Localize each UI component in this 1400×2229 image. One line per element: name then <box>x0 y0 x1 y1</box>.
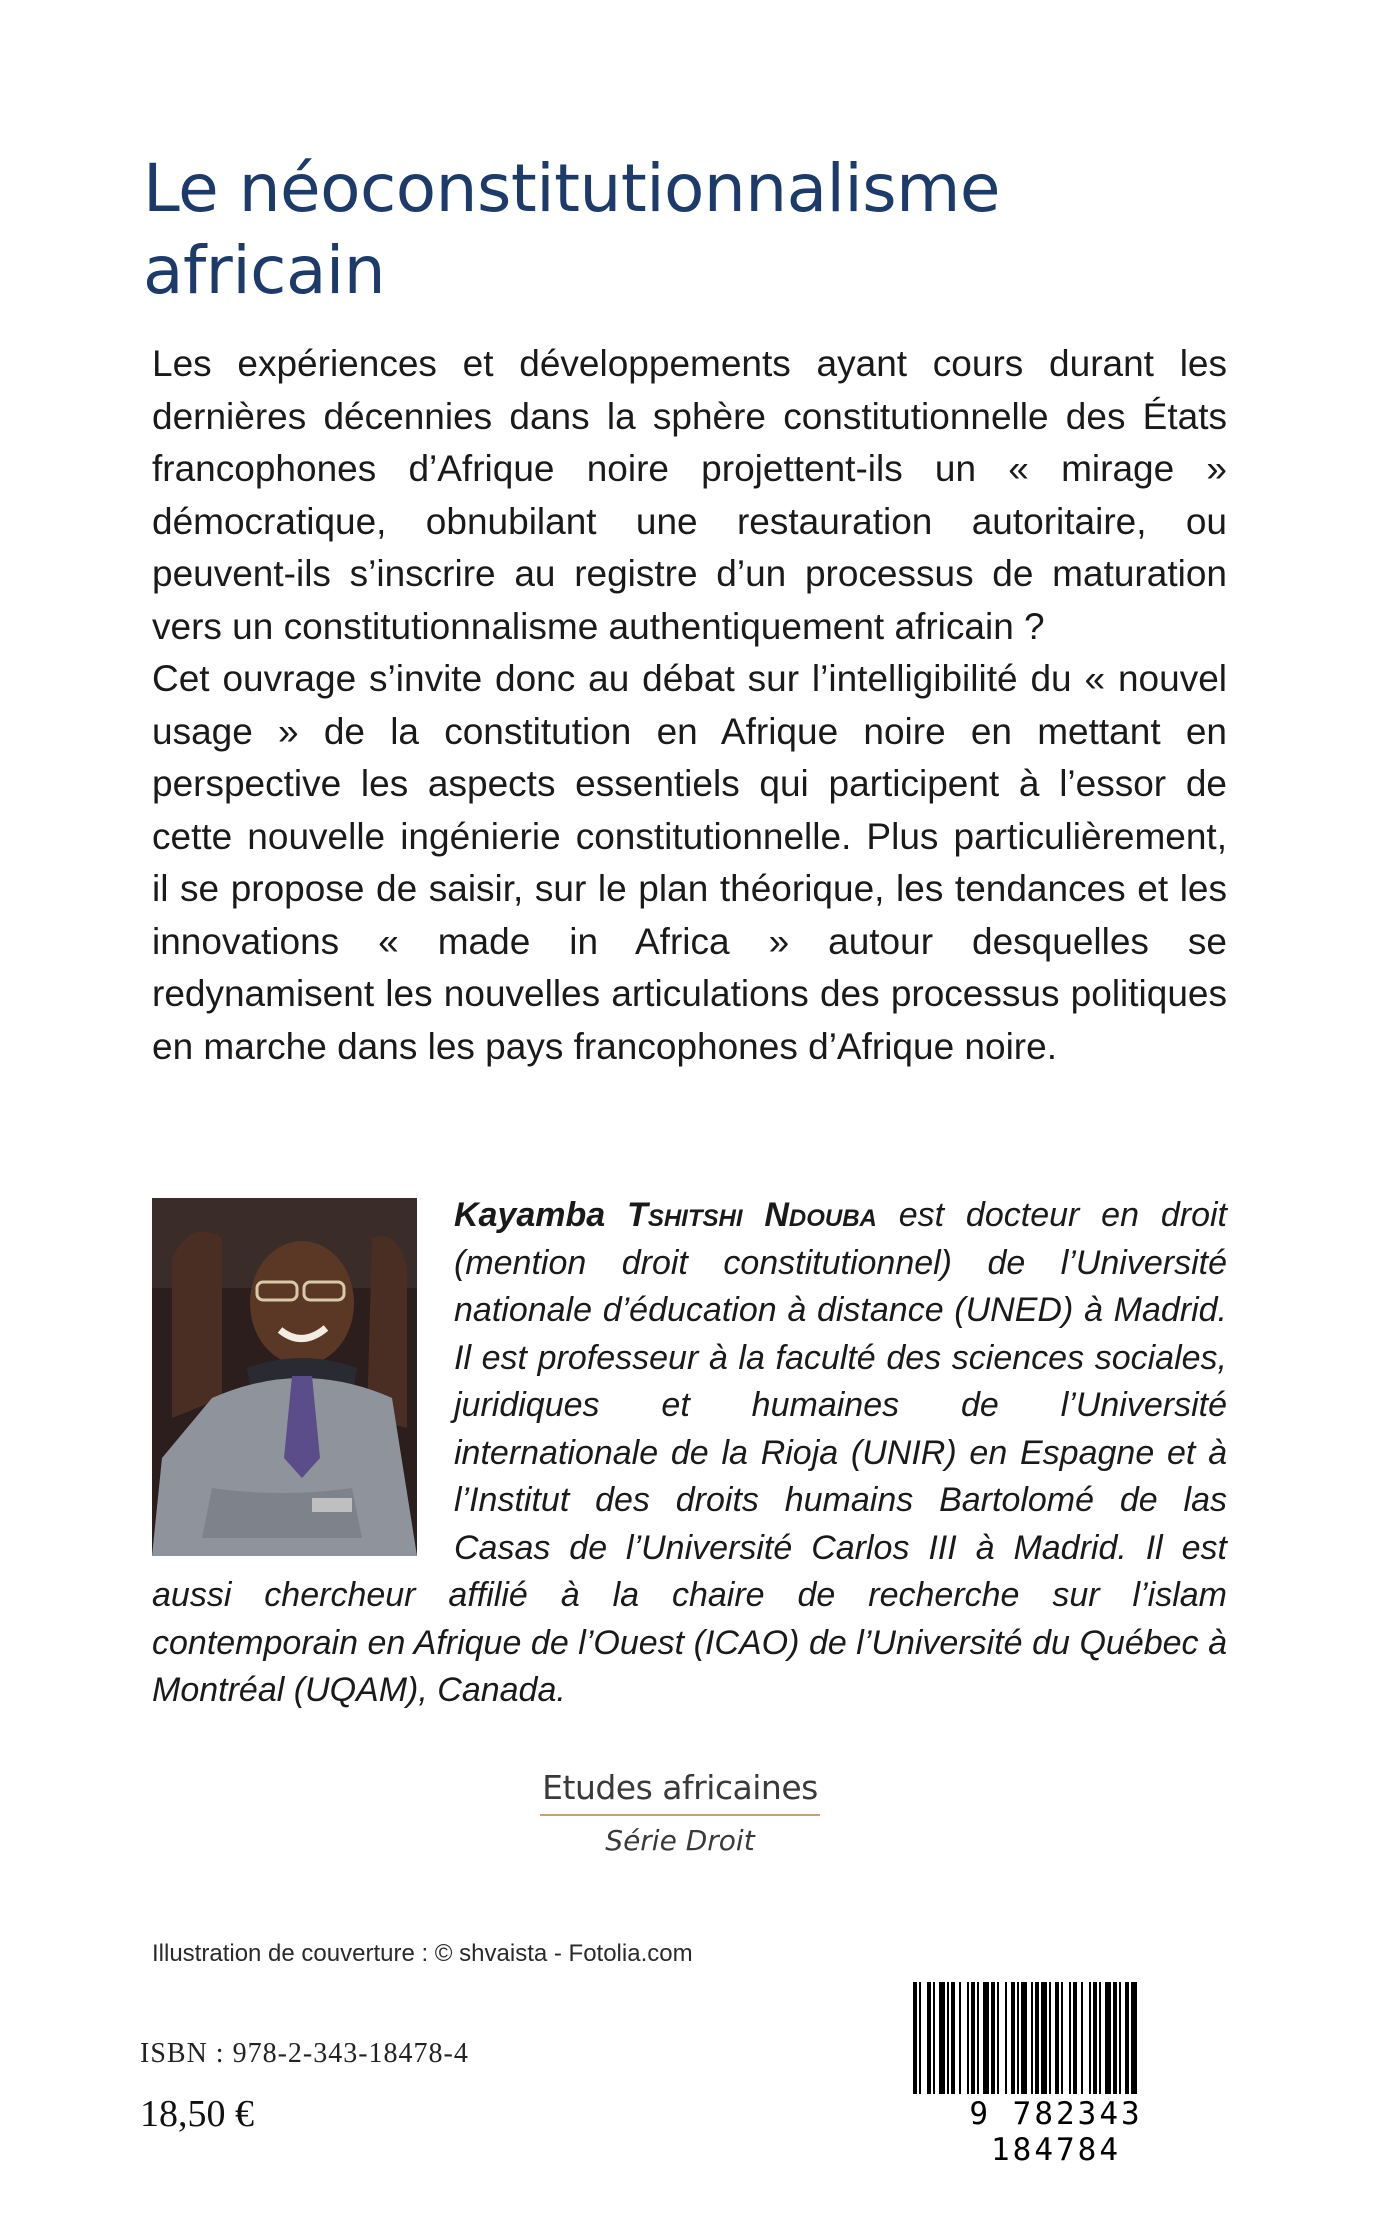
photo-placeholder <box>152 1192 454 1568</box>
barcode-bar <box>933 1982 935 2094</box>
book-title-line-2: africain <box>143 232 386 309</box>
barcode-bar <box>977 1982 979 2094</box>
cover-credit: Illustration de couverture : © shvaista - Fotolia.com <box>152 1940 693 1967</box>
book-summary <box>152 338 1227 1073</box>
book-title-line-1: Le néoconstitutionnalisme <box>143 150 1000 227</box>
barcode-bar <box>983 1982 989 2094</box>
barcode-bars <box>905 1978 1207 2098</box>
summary-paragraph-1: Les expériences et développements ayant cours durant les dernières décennies dans la sphère constitutionnelle des États francophones d’Afrique noire projettent-ils un « mirage » démocratique, obnubilant une restauration autoritaire, ou peuvent-ils s’inscrire au registre d’un processus de maturation vers un constitutionnalisme authentiquement africain ? <box>152 343 1227 647</box>
barcode-bar <box>1081 1982 1083 2094</box>
barcode-bar <box>971 1982 975 2094</box>
barcode-bar <box>1017 1982 1019 2094</box>
barcode-bar <box>1131 1982 1137 2094</box>
author-bio <box>152 1192 1227 1715</box>
barcode-bar <box>1089 1982 1091 2094</box>
barcode-bar <box>1113 1982 1117 2094</box>
series-subtitle: Série Droit <box>605 1824 755 1857</box>
barcode-bar <box>1099 1982 1101 2094</box>
author-bio-text: est docteur en droit (mention droit constitutionnel) de l’Université nationale d’éducation à distance (UNED) à Madrid. Il est professeur à la faculté des sciences sociales, juridiques et humaines de l’Université internationale de la Rioja (UNIR) en Espagne et à l’Institut des droits humains Bartolomé de las Casas de l’Université Carlos III à Madrid. Il est aussi chercheur affilié à la chaire de recherche sur l’islam contemporain en Afrique de l’Ouest (ICAO) de l’Université du Québec à Montréal (UQAM), Canada. <box>152 1196 1227 1709</box>
author-first-name: Kayamba <box>454 1196 606 1234</box>
barcode-bar <box>1061 1982 1063 2094</box>
barcode-bar <box>959 1982 961 2094</box>
barcode-bar <box>919 1982 921 2094</box>
barcode-bar <box>1041 1982 1047 2094</box>
barcode-bar <box>1031 1982 1033 2094</box>
barcode-bar <box>967 1982 969 2094</box>
barcode-bar <box>1125 1982 1129 2094</box>
barcode-bar <box>1069 1982 1071 2094</box>
barcode-bar <box>951 1982 955 2094</box>
barcode-bar <box>997 1982 999 2094</box>
price: 18,50 € <box>140 2093 254 2135</box>
book-title <box>143 148 1283 312</box>
barcode-bar <box>1011 1982 1015 2094</box>
barcode-bar <box>1073 1982 1077 2094</box>
isbn: ISBN : 978-2-343-18478-4 <box>140 2038 469 2069</box>
barcode-bar <box>1005 1982 1007 2094</box>
series-block <box>540 1768 820 1858</box>
barcode-digits: 9 782343 184784 <box>969 2096 1143 2168</box>
summary-paragraph-2: Cet ouvrage s’invite donc au débat sur l’intelligibilité du « nouvel usage » de la constitution en Afrique noire en mettant en perspective les aspects essentiels qui participent à l’essor de cette nouvelle ingénierie constitutionnelle. Plus particulièrement, il se propose de saisir, sur le plan théorique, les tendances et les innovations « made in Africa » autour desquelles se redynamisent les nouvelles articulations des processus politiques en marche dans les pays francophones d’Afrique noire. <box>152 658 1227 1067</box>
series-divider <box>540 1814 820 1816</box>
series-name: Etudes africaines <box>542 1768 818 1807</box>
barcode-bar <box>1119 1982 1121 2094</box>
barcode-bar <box>1055 1982 1059 2094</box>
barcode-bar <box>939 1982 945 2094</box>
author-last-name: Tshitshi Ndouba <box>627 1196 877 1234</box>
barcode-bar <box>947 1982 949 2094</box>
barcode-bar <box>1021 1982 1027 2094</box>
barcode-bar <box>1035 1982 1039 2094</box>
barcode-bar <box>913 1982 917 2094</box>
barcode-bar <box>991 1982 995 2094</box>
barcode-bar <box>1049 1982 1051 2094</box>
author-name <box>454 1196 877 1234</box>
barcode-bar <box>927 1982 931 2094</box>
barcode-bar <box>1105 1982 1111 2094</box>
barcode-bar <box>1093 1982 1097 2094</box>
